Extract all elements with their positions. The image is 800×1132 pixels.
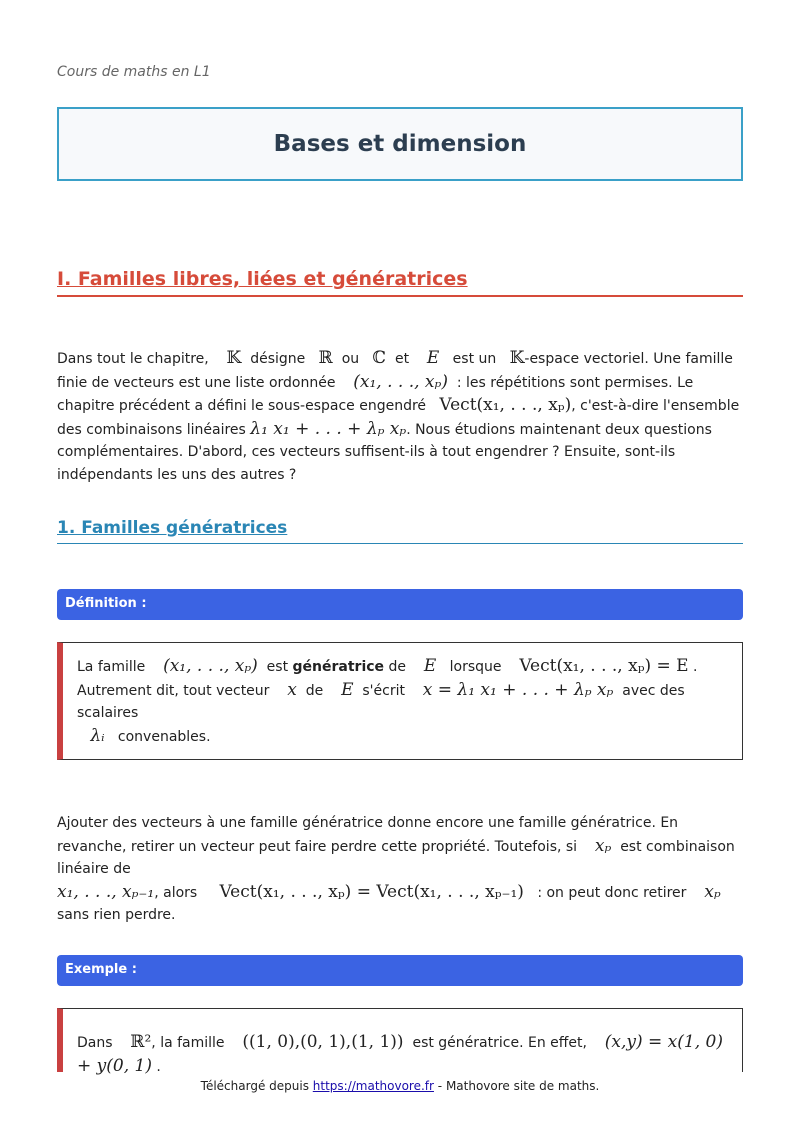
definition-label-bar: Définition :	[57, 589, 743, 620]
subsection-heading: 1. Familles génératrices	[57, 518, 743, 544]
section-heading: I. Familles libres, liées et génératrices	[57, 268, 743, 297]
footer: Téléchargé depuis https://mathovore.fr - Mathovore site de maths.	[200, 1079, 600, 1093]
definition-box: La famille (x₁, . . ., xₚ) est génératrice de E lorsque Vect(x₁, . . ., xₚ) = E . Autrement dit, tout vecteur x de E s'écrit x = λ₁ x₁ + . . . + λₚ xₚ avec des scalaires λᵢ convenables.	[57, 642, 743, 760]
intro-paragraph: Dans tout le chapitre, 𝕂 désigne ℝ ou ℂ et E est un 𝕂-espace vectoriel. Une famille finie de vecteurs est une liste ordonnée (x₁, . . ., xₚ) : les répétitions sont permises. Le chapitre précédent a défini le sous-espace engendré Vect(x₁, . . ., xₚ), c'est-à-dire l'ensemble des combinaisons linéaires λ₁ x₁ + . . . + λₚ xₚ. Nous étudions maintenant deux questions complémentaires. D'abord, ces vecteurs suffisent-ils à tout engendrer ? Ensuite, sont-ils indépendants les uns des autres ?	[57, 348, 740, 483]
remark-paragraph: Ajouter des vecteurs à une famille génératrice donne encore une famille génératrice. En revanche, retirer un vecteur peut faire perdre cette propriété. Toutefois, si xₚ est combinaison linéaire de x₁, . . ., xₚ₋₁, alors Vect(x₁, . . ., xₚ) = Vect(x₁, . . ., xₚ₋₁) : on peut donc retirer xₚ sans rien perdre.	[57, 815, 735, 923]
definition-keyword: génératrice	[292, 659, 385, 675]
footer-link[interactable]: https://mathovore.fr	[312, 1079, 434, 1093]
title-box	[57, 107, 743, 181]
example-label-bar: Exemple :	[57, 955, 743, 986]
course-label: Cours de maths en L1	[57, 64, 211, 80]
page-title: Bases et dimension	[273, 131, 527, 157]
example-box: Dans ℝ², la famille ((1, 0),(0, 1),(1, 1)) est génératrice. En effet, (x,y) = x(1, 0) + y(0, 1) .	[57, 1008, 743, 1072]
